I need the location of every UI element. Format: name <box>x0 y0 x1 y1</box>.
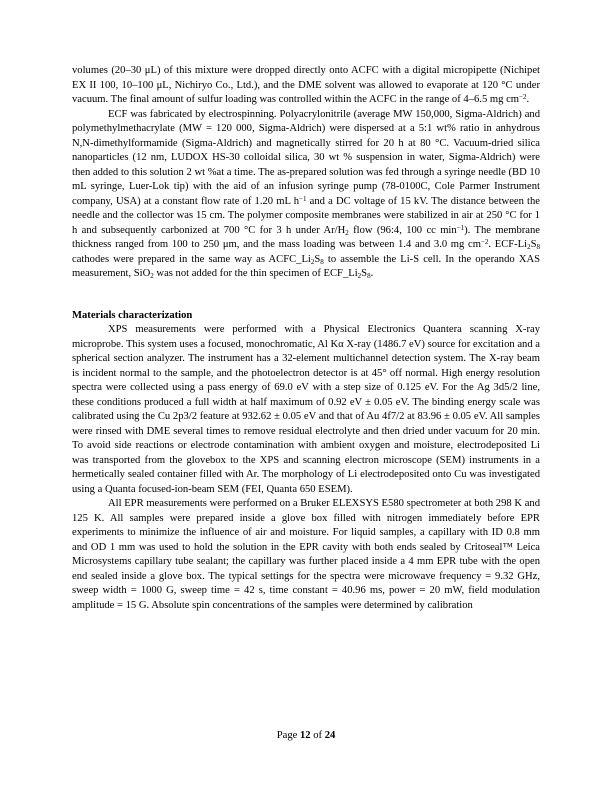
section-heading: Materials characterization <box>72 309 193 321</box>
paragraph-epr: All EPR measurements were performed on a Bruker ELEXSYS E580 spectrometer at both 298 K and 125 K. All samples were prepared inside a glove box filled with nitrogen immediately before EPR experiments to minimize the influence of air and moisture. For liquid samples, a capillary with ID 0.8 mm and OD 1 mm was used to hold the solution in the EPR cavity with both ends sealed by Critoseal™ Leica Microsystems capillary tube sealant; the capillary was further placed inside a 4 mm EPR tube with the open end sealed inside a glove box. The typical settings for the spectra were microwave frequency = 9.32 GHz, sweep width = 1000 G, sweep time = 42 s, time constant = 40.96 ms, power = 20 mW, field modulation amplitude = 15 G. Absolute spin concentrations of the samples were determined by calibration <box>72 498 540 611</box>
paragraph-ecf-fabrication: ECF was fabricated by electrospinning. Polyacrylonitrile (average MW 150,000, Sigma-Aldrich) and polymethylmethacrylate (MW = 120 000, Sigma-Aldrich) were dispersed at a 5:1 wt% ratio in anhydrous N,N-dimethylformamide (Sigma-Aldrich) and magnetically stirred for 20 h at 80 °C. Vacuum-dried silica nanoparticles (12 nm, LUDOX HS-30 colloidal silica, 30 wt % suspension in water, Sigma-Aldrich) were then added to this solution 2 wt %at a time. The as-prepared solution was fed through a syringe needle (BD 10 mL syringe, Luer-Lok tip) with the aid of an infusion syringe pump (78-0100C, Cole Parmer Instrument company, USA) at a constant flow rate of 1.20 mL $h^{-1}$ and a DC voltage of 15 kV. The distance between the needle and the collector was 15 cm. The polymer composite membranes were stabilized in air at 250 °C for 1 h and subsequently carbonized at 700 °C for 3 h under $Ar/H_2$ flow (96:4, 100 cc $\min^{-1}$). The membrane thickness ranged from 100 to 250 μm, and the mass loading was between 1.4 and 3.0 mg $cm^{-2}$. ECF-$Li_2S_8$ cathodes were prepared in the same way as $ACFC\_Li_2S_8$ to assemble the Li-S cell. In the operando XAS measurement, SiO$_2$ was not added for the thin specimen of $ECF\_Li_2S_8$. <box>72 108 541 280</box>
page-body <box>72 64 540 613</box>
paragraph-sulfur-loading: volumes (20–30 μL) of this mixture were dropped directly onto ACFC with a digital micropipette (Nichipet EX II 100, 10–100 μL, Nichiryo Co., Ltd.), and the DME solvent was allowed to evaporate at 120 °C under vacuum. The final amount of sulfur loading was controlled within the ACFC in the range of 4–6.5 mg $cm^{-2}$. <box>72 65 540 105</box>
paragraph-xps: XPS measurements were performed with a Physical Electronics Quantera scanning X-ray microprobe. This system uses a focused, monochromatic, Al Kα X-ray (1486.7 eV) source for excitation and a spherical section analyzer. The instrument has a 32-element multichannel detection system. The X-ray beam is incident normal to the sample, and the photoelectron detector is at 45° off normal. High energy resolution spectra were collected using a pass energy of 69.0 eV with a step size of 0.125 eV. For the Ag 3d5/2 line, these conditions produced a full width at half maximum of 0.92 eV ± 0.05 eV. The binding energy scale was calibrated using the Cu 2p3/2 feature at 932.62 ± 0.05 eV and that of Au 4f7/2 at 83.96 ± 0.05 eV. All samples were rinsed with DME several times to remove residual electrolyte and then dried under vacuum for 20 min. To avoid side reactions or electrode contamination with ambient oxygen and moisture, electrodeposited Li was transported from the glovebox to the XPS and scanning electron microscope (SEM) instruments in a hermetically sealed container filled with Ar. The morphology of Li electrodeposited onto Cu was investigated using a Quanta focused-ion-beam SEM (FEI, Quanta 650 ESEM). <box>72 324 540 495</box>
page-number: 12 <box>299 730 311 741</box>
page-footer: Page 12 of 24 <box>276 730 336 741</box>
page-total: 24 <box>324 730 336 741</box>
section-gap <box>72 282 540 309</box>
